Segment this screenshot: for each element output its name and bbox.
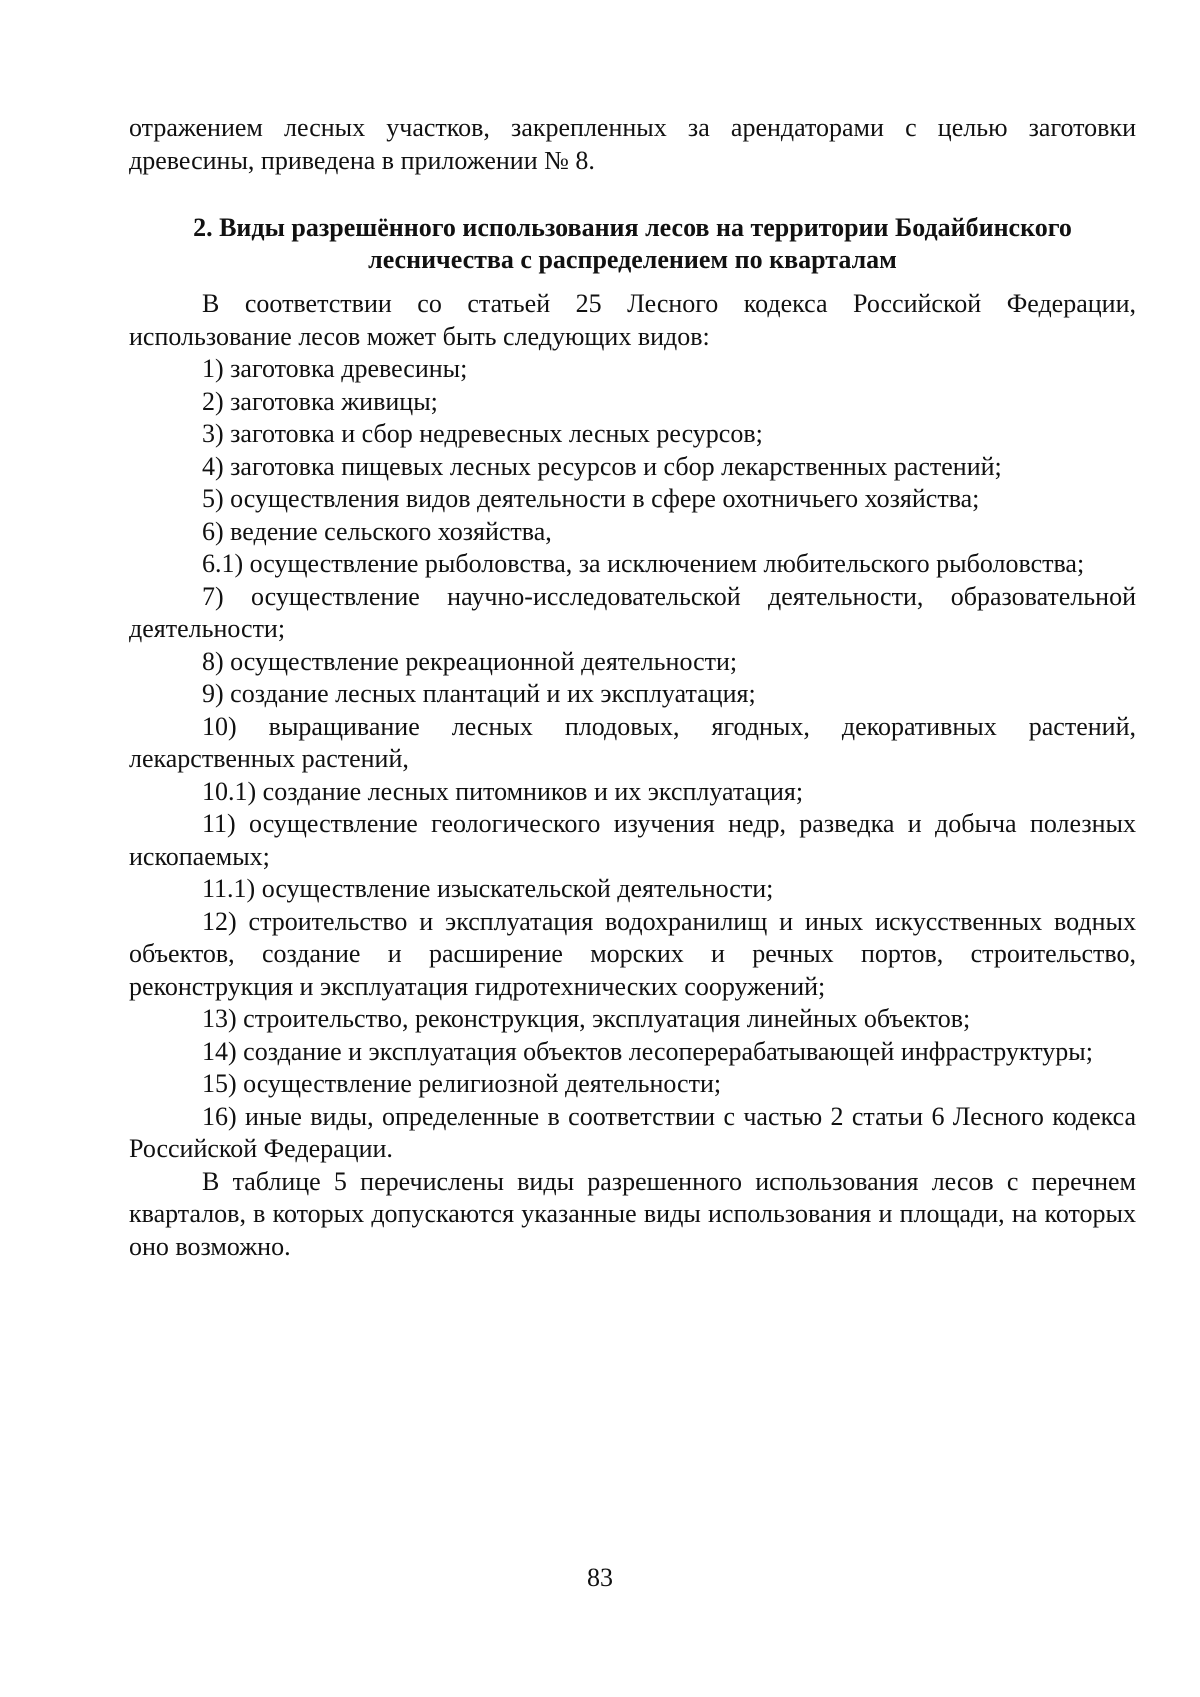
section-heading-line-1: 2. Виды разрешённого использования лесов на территории Бодайбинского bbox=[193, 213, 1072, 242]
list-item: 4) заготовка пищевых лесных ресурсов и сбор лекарственных растений; bbox=[202, 451, 1002, 481]
list-item: 7) осуществление научно-исследовательской деятельности, образовательной деятельности; bbox=[129, 581, 1136, 643]
page-number: 83 bbox=[587, 1563, 613, 1592]
paragraph-table-reference: В таблице 5 перечислены виды разрешенного использования лесов с перечнем кварталов, в которых допускаются указанные виды использования и площади, на которых оно возможно. bbox=[129, 1166, 1136, 1261]
intro-paragraph bbox=[129, 112, 1136, 177]
list-item: 14) создание и эксплуатация объектов лесоперерабатывающей инфраструктуры; bbox=[202, 1036, 1093, 1066]
list-item: 13) строительство, реконструкция, эксплуатация линейных объектов; bbox=[202, 1004, 971, 1033]
list-item: 15) осуществление религиозной деятельности; bbox=[202, 1069, 722, 1098]
list-item: 10) выращивание лесных плодовых, ягодных, декоративных растений, лекарственных растений, bbox=[129, 711, 1136, 773]
section-heading bbox=[129, 212, 1136, 276]
list-item: 10.1) создание лесных питомников и их эксплуатация; bbox=[202, 776, 804, 806]
list-item: 16) иные виды, определенные в соответствии с частью 2 статьи 6 Лесного кодекса Российской Федерации. bbox=[129, 1101, 1136, 1163]
list-item: 6.1) осуществление рыболовства, за исключением любительского рыболовства; bbox=[202, 549, 1085, 578]
list-item: 5) осуществления видов деятельности в сфере охотничьего хозяйства; bbox=[202, 484, 980, 513]
list-item: 6) ведение сельского хозяйства, bbox=[202, 516, 552, 546]
list-item: 8) осуществление рекреационной деятельности; bbox=[202, 646, 738, 676]
intro-line-1: отражением лесных участков, закрепленных за арендаторами с целью заготовки bbox=[129, 113, 1136, 142]
list-item: 3) заготовка и сбор недревесных лесных ресурсов; bbox=[202, 419, 763, 448]
list-item: 11.1) осуществление изыскательской деятельности; bbox=[202, 874, 774, 903]
list-item: 2) заготовка живицы; bbox=[202, 386, 438, 416]
paragraph-intro: В соответствии со статьей 25 Лесного кодекса Российской Федерации, использование лесов может быть следующих видов: bbox=[129, 289, 1136, 351]
list-item: 11) осуществление геологического изучения недр, разведка и добыча полезных ископаемых; bbox=[129, 809, 1136, 871]
body-text bbox=[129, 288, 1136, 1263]
list-item: 9) создание лесных плантаций и их эксплуатация; bbox=[202, 679, 756, 708]
section-heading-line-2: лесничества с распределением по кварталам bbox=[368, 245, 897, 274]
list-item: 12) строительство и эксплуатация водохранилищ и иных искусственных водных объектов, создание и расширение морских и речных портов, строительство, реконструкция и эксплуатация гидротехнических сооружений; bbox=[129, 906, 1136, 1001]
list-item: 1) заготовка древесины; bbox=[202, 354, 468, 383]
intro-line-2: древесины, приведена в приложении № 8. bbox=[129, 145, 595, 175]
